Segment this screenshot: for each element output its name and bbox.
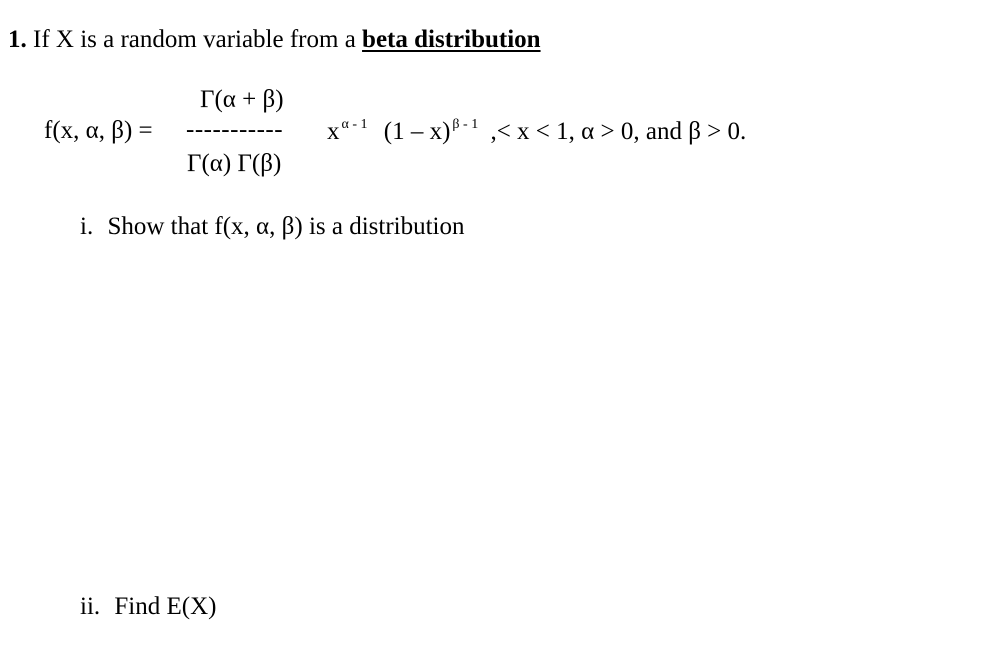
factor1-base: x bbox=[327, 118, 340, 145]
formula-conditions: ,< x < 1, α > 0, and β > 0. bbox=[490, 118, 747, 145]
part-ii-label: ii. bbox=[80, 593, 101, 620]
formula-fraction-bar: ----------- bbox=[186, 116, 284, 143]
factor1-exponent: α - 1 bbox=[341, 117, 368, 132]
part-i bbox=[80, 213, 465, 241]
question-number: 1. bbox=[8, 26, 27, 53]
question-term: beta distribution bbox=[362, 26, 541, 53]
question-text: If X is a random variable from a bbox=[33, 26, 356, 53]
formula-denominator: Γ(α) Γ(β) bbox=[187, 150, 282, 177]
formula-lhs: f(x, α, β) = bbox=[44, 117, 153, 144]
factor2-exponent: β - 1 bbox=[452, 117, 479, 132]
question-heading bbox=[8, 26, 541, 54]
formula-expression bbox=[327, 117, 746, 146]
part-ii-text: Find E(X) bbox=[114, 593, 217, 620]
factor2-base: (1 – x) bbox=[383, 118, 451, 145]
part-i-label: i. bbox=[80, 213, 94, 240]
part-ii bbox=[80, 593, 216, 621]
formula-numerator: Γ(α + β) bbox=[200, 86, 284, 113]
part-i-text: Show that f(x, α, β) is a distribution bbox=[107, 213, 465, 240]
